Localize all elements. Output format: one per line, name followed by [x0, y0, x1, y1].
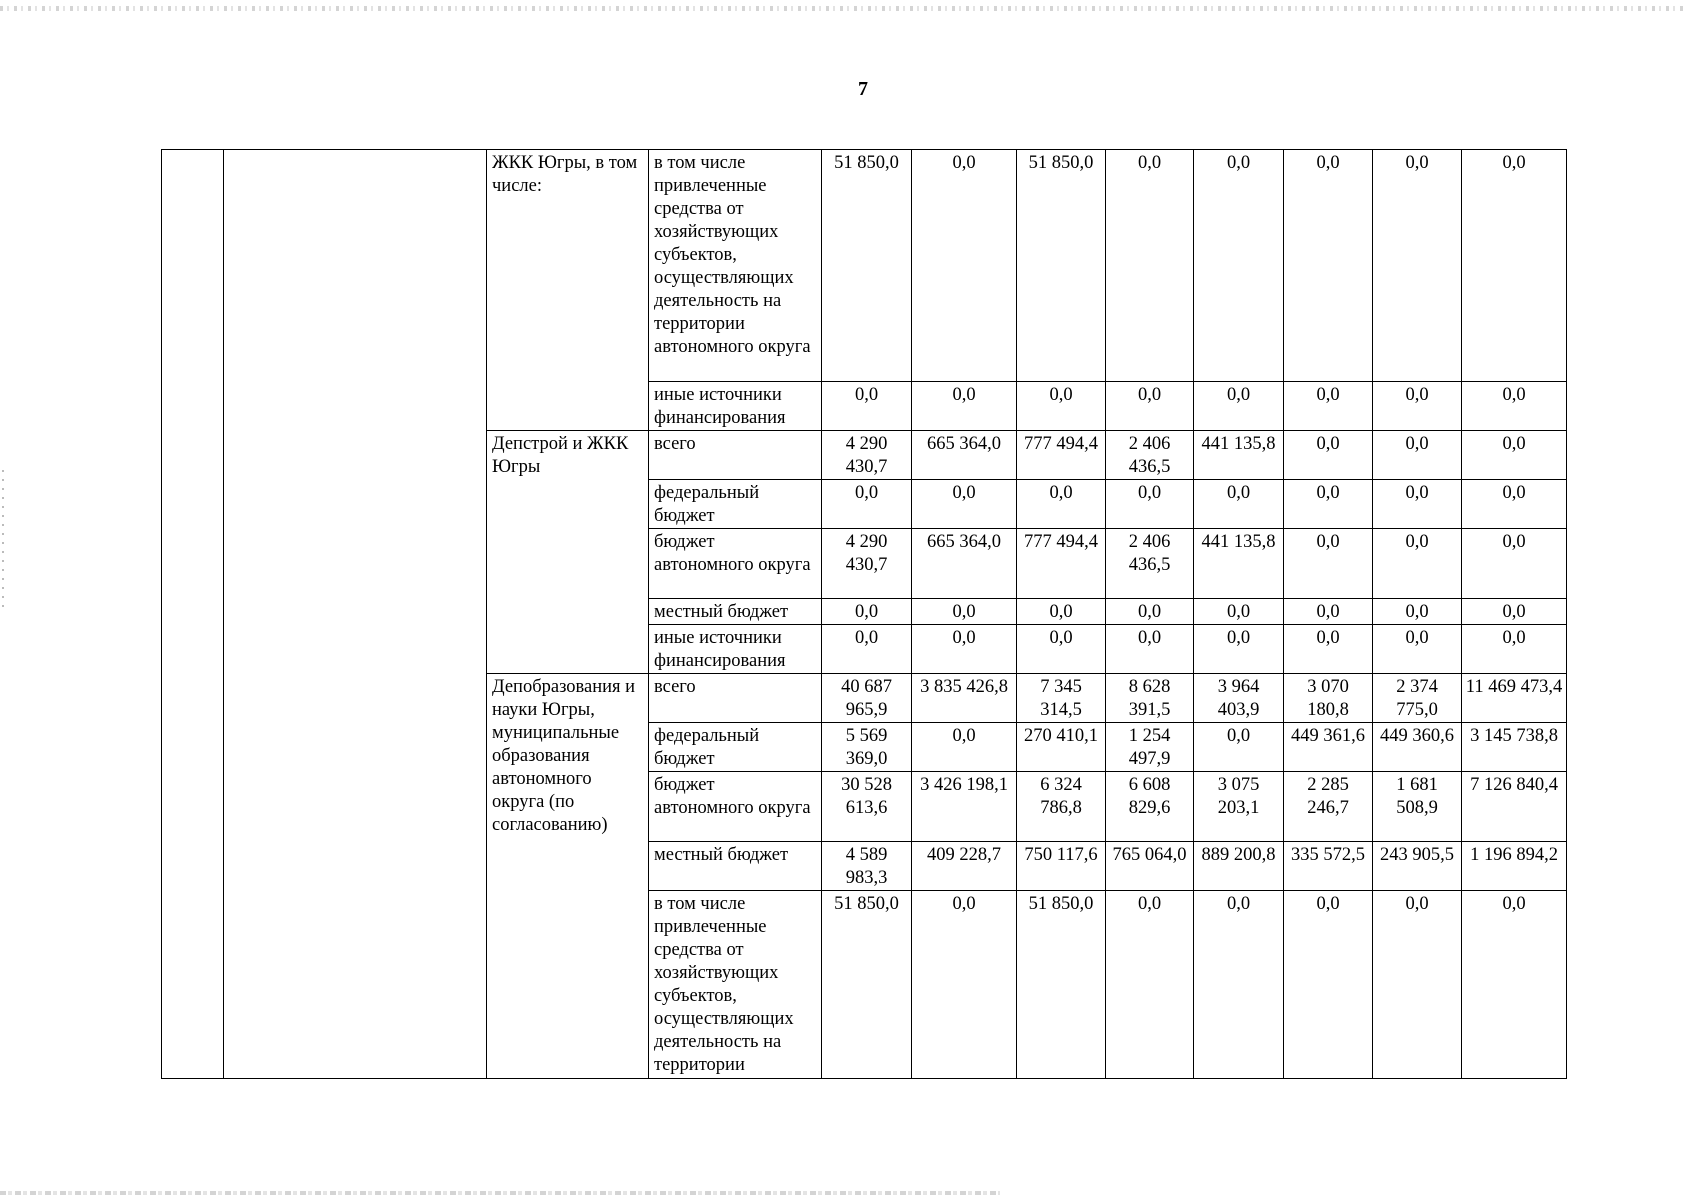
- value-cell: 0,0: [912, 891, 1017, 1079]
- value-cell: 409 228,7: [912, 842, 1017, 891]
- scan-noise-top: [0, 6, 1686, 11]
- value-cell: 3 145 738,8: [1462, 723, 1567, 772]
- value-cell: 0,0: [1373, 529, 1462, 599]
- value-cell: 1 681 508,9: [1373, 772, 1462, 842]
- value-cell: 0,0: [1106, 150, 1194, 382]
- value-cell: 7 126 840,4: [1462, 772, 1567, 842]
- value-cell: 0,0: [912, 150, 1017, 382]
- value-cell: 0,0: [1017, 480, 1106, 529]
- number-column-cell: [162, 150, 224, 1079]
- value-cell: 0,0: [1106, 891, 1194, 1079]
- value-cell: 0,0: [1284, 599, 1373, 625]
- executor-cell: Депобразования и науки Югры, муниципальные образования автономного округа (по согласованию): [487, 674, 649, 1079]
- value-cell: 0,0: [1106, 599, 1194, 625]
- value-cell: 4 290 430,7: [822, 431, 912, 480]
- value-cell: 2 406 436,5: [1106, 529, 1194, 599]
- value-cell: 0,0: [1017, 382, 1106, 431]
- funding-source-cell: иные источники финансирования: [649, 625, 822, 674]
- value-cell: 0,0: [912, 625, 1017, 674]
- value-cell: 0,0: [1194, 599, 1284, 625]
- value-cell: 0,0: [1017, 599, 1106, 625]
- value-cell: 6 324 786,8: [1017, 772, 1106, 842]
- table-row: [162, 150, 1567, 382]
- value-cell: 0,0: [912, 382, 1017, 431]
- activity-column-cell: [224, 150, 487, 1079]
- value-cell: 270 410,1: [1017, 723, 1106, 772]
- value-cell: 3 070 180,8: [1284, 674, 1373, 723]
- funding-source-cell: иные источники финансирования: [649, 382, 822, 431]
- value-cell: 0,0: [1194, 891, 1284, 1079]
- value-cell: 51 850,0: [822, 891, 912, 1079]
- funding-source-cell: бюджет автономного округа: [649, 529, 822, 599]
- value-cell: 3 075 203,1: [1194, 772, 1284, 842]
- value-cell: 4 290 430,7: [822, 529, 912, 599]
- value-cell: 0,0: [1194, 480, 1284, 529]
- value-cell: 51 850,0: [1017, 891, 1106, 1079]
- value-cell: 51 850,0: [822, 150, 912, 382]
- value-cell: 0,0: [1462, 599, 1567, 625]
- scan-noise-left: [2, 470, 4, 610]
- value-cell: 0,0: [1284, 529, 1373, 599]
- value-cell: 889 200,8: [1194, 842, 1284, 891]
- value-cell: 1 254 497,9: [1106, 723, 1194, 772]
- value-cell: 0,0: [1373, 382, 1462, 431]
- funding-source-cell: в том числе привлеченные средства от хозяйствующих субъектов, осуществляющих деятельность на территории автономного округа: [649, 150, 822, 382]
- value-cell: 2 374 775,0: [1373, 674, 1462, 723]
- funding-source-cell: всего: [649, 431, 822, 480]
- value-cell: 0,0: [1462, 891, 1567, 1079]
- value-cell: 0,0: [1194, 382, 1284, 431]
- value-cell: 0,0: [822, 599, 912, 625]
- scan-noise-bottom: [0, 1191, 1000, 1195]
- value-cell: 0,0: [912, 480, 1017, 529]
- funding-source-cell: местный бюджет: [649, 842, 822, 891]
- value-cell: 3 426 198,1: [912, 772, 1017, 842]
- value-cell: 0,0: [1284, 431, 1373, 480]
- funding-source-cell: в том числе привлеченные средства от хозяйствующих субъектов, осуществляющих деятельность на территории: [649, 891, 822, 1079]
- value-cell: 0,0: [1194, 150, 1284, 382]
- value-cell: 0,0: [1017, 625, 1106, 674]
- value-cell: 243 905,5: [1373, 842, 1462, 891]
- executor-cell: Депстрой и ЖКК Югры: [487, 431, 649, 674]
- value-cell: 750 117,6: [1017, 842, 1106, 891]
- table-body: [162, 150, 1567, 1079]
- value-cell: 0,0: [1284, 382, 1373, 431]
- value-cell: 441 135,8: [1194, 529, 1284, 599]
- value-cell: 0,0: [1373, 891, 1462, 1079]
- value-cell: 4 589 983,3: [822, 842, 912, 891]
- value-cell: 777 494,4: [1017, 431, 1106, 480]
- funding-source-cell: бюджет автономного округа: [649, 772, 822, 842]
- value-cell: 441 135,8: [1194, 431, 1284, 480]
- value-cell: 3 964 403,9: [1194, 674, 1284, 723]
- value-cell: 0,0: [822, 480, 912, 529]
- value-cell: 777 494,4: [1017, 529, 1106, 599]
- value-cell: 0,0: [1194, 625, 1284, 674]
- value-cell: 7 345 314,5: [1017, 674, 1106, 723]
- value-cell: 40 687 965,9: [822, 674, 912, 723]
- funding-source-cell: федеральный бюджет: [649, 723, 822, 772]
- value-cell: 0,0: [1106, 382, 1194, 431]
- value-cell: 3 835 426,8: [912, 674, 1017, 723]
- value-cell: 0,0: [1373, 431, 1462, 480]
- funding-source-cell: федеральный бюджет: [649, 480, 822, 529]
- value-cell: 0,0: [1462, 480, 1567, 529]
- value-cell: 0,0: [1373, 599, 1462, 625]
- value-cell: 0,0: [1462, 150, 1567, 382]
- value-cell: 0,0: [1284, 625, 1373, 674]
- value-cell: 51 850,0: [1017, 150, 1106, 382]
- value-cell: 0,0: [822, 382, 912, 431]
- value-cell: 0,0: [1194, 723, 1284, 772]
- value-cell: 2 285 246,7: [1284, 772, 1373, 842]
- value-cell: 0,0: [1373, 480, 1462, 529]
- value-cell: 0,0: [1106, 480, 1194, 529]
- funding-source-cell: местный бюджет: [649, 599, 822, 625]
- value-cell: 6 608 829,6: [1106, 772, 1194, 842]
- value-cell: 0,0: [1284, 150, 1373, 382]
- value-cell: 449 360,6: [1373, 723, 1462, 772]
- value-cell: 0,0: [1373, 625, 1462, 674]
- value-cell: 765 064,0: [1106, 842, 1194, 891]
- value-cell: 2 406 436,5: [1106, 431, 1194, 480]
- value-cell: 30 528 613,6: [822, 772, 912, 842]
- value-cell: 665 364,0: [912, 529, 1017, 599]
- value-cell: 0,0: [822, 625, 912, 674]
- funding-source-cell: всего: [649, 674, 822, 723]
- value-cell: 665 364,0: [912, 431, 1017, 480]
- value-cell: 0,0: [1373, 150, 1462, 382]
- value-cell: 0,0: [1462, 529, 1567, 599]
- value-cell: 8 628 391,5: [1106, 674, 1194, 723]
- executor-cell: ЖКК Югры, в том числе:: [487, 150, 649, 431]
- value-cell: 0,0: [1462, 431, 1567, 480]
- value-cell: 0,0: [1462, 382, 1567, 431]
- value-cell: 11 469 473,4: [1462, 674, 1567, 723]
- value-cell: 1 196 894,2: [1462, 842, 1567, 891]
- value-cell: 0,0: [1284, 480, 1373, 529]
- value-cell: 5 569 369,0: [822, 723, 912, 772]
- financing-table: [161, 149, 1567, 1079]
- value-cell: 449 361,6: [1284, 723, 1373, 772]
- value-cell: 0,0: [1106, 625, 1194, 674]
- page-number: 7: [858, 78, 868, 100]
- value-cell: 0,0: [1284, 891, 1373, 1079]
- value-cell: 335 572,5: [1284, 842, 1373, 891]
- value-cell: 0,0: [1462, 625, 1567, 674]
- value-cell: 0,0: [912, 723, 1017, 772]
- value-cell: 0,0: [912, 599, 1017, 625]
